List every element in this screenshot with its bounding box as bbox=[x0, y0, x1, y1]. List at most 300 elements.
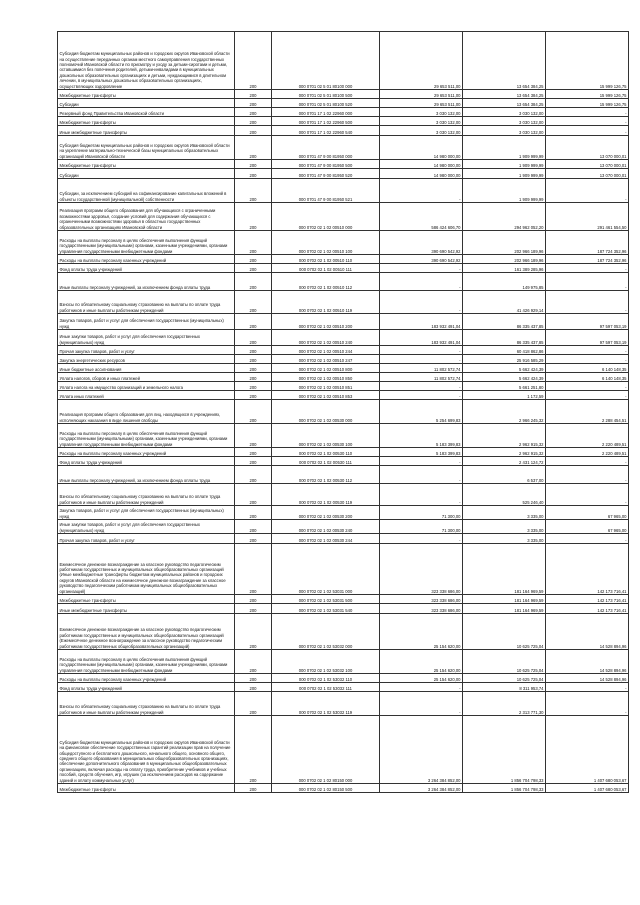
approved-amount-cell: - bbox=[380, 355, 463, 364]
budget-classification-code-cell: 000 0701 02 5 01 80100 500 bbox=[272, 90, 380, 99]
unexecuted-amount-cell: 142 173 716,41 bbox=[546, 604, 629, 614]
approved-amount-cell: - bbox=[380, 692, 463, 716]
expense-name-cell: Реализация программ общего образования для лиц, находящихся в учреждениях, исполняющих наказания в виде лишения свободы bbox=[58, 400, 235, 424]
executed-amount-cell: 86 335 437,85 bbox=[463, 314, 546, 330]
admin-code-cell: 200 bbox=[235, 604, 272, 614]
table-row bbox=[58, 291, 629, 314]
executed-amount-cell: 3 335,00 bbox=[463, 506, 546, 520]
budget-classification-code-cell: 000 0702 02 1 02 53032 111 bbox=[272, 683, 380, 692]
approved-amount-cell: 14 980 000,00 bbox=[380, 160, 463, 169]
admin-code-cell: 200 bbox=[235, 179, 272, 203]
executed-amount-cell: 6 537,00 bbox=[463, 466, 546, 484]
admin-code-cell: 200 bbox=[235, 614, 272, 650]
unexecuted-amount-cell: 6 140 148,35 bbox=[546, 364, 629, 373]
table-row bbox=[58, 484, 629, 506]
unexecuted-amount-cell: 13 070 000,01 bbox=[546, 136, 629, 160]
admin-code-cell: 200 bbox=[235, 716, 272, 784]
budget-classification-code-cell: 000 0701 47 9 00 81950 520 bbox=[272, 169, 380, 179]
admin-code-cell: 200 bbox=[235, 264, 272, 273]
table-row bbox=[58, 346, 629, 355]
expense-name-cell: Субсидии bbox=[58, 99, 235, 108]
approved-amount-cell: 25 154 620,00 bbox=[380, 650, 463, 674]
admin-code-cell: 200 bbox=[235, 231, 272, 255]
executed-amount-cell: 8 311 953,74 bbox=[463, 683, 546, 692]
budget-classification-code-cell: 000 0701 47 9 00 81950 000 bbox=[272, 136, 380, 160]
budget-classification-code-cell: 000 0702 02 1 02 53032 119 bbox=[272, 692, 380, 716]
budget-classification-code-cell: 000 0702 02 1 02 00510 244 bbox=[272, 346, 380, 355]
admin-code-cell: 200 bbox=[235, 136, 272, 160]
table-row bbox=[58, 400, 629, 424]
executed-amount-cell: 149 975,85 bbox=[463, 273, 546, 291]
expense-name-cell: Межбюджетные трансферты bbox=[58, 117, 235, 126]
approved-amount-cell: 5 183 399,83 bbox=[380, 424, 463, 448]
unexecuted-amount-cell: 142 173 716,41 bbox=[546, 544, 629, 595]
expense-name-cell: Расходы на выплаты персоналу казенных учреждений bbox=[58, 448, 235, 457]
budget-classification-code-cell: 000 0702 02 1 02 00530 111 bbox=[272, 457, 380, 466]
executed-amount-cell: 13 654 384,25 bbox=[463, 90, 546, 99]
unexecuted-amount-cell: 13 070 000,01 bbox=[546, 169, 629, 179]
executed-amount-cell: 3 335,00 bbox=[463, 520, 546, 534]
admin-code-cell: 200 bbox=[235, 520, 272, 534]
unexecuted-amount-cell: 14 528 894,96 bbox=[546, 650, 629, 674]
executed-amount-cell: 181 164 969,59 bbox=[463, 544, 546, 595]
budget-classification-code-cell: 000 0702 02 1 02 00510 110 bbox=[272, 255, 380, 264]
approved-amount-cell: 3 264 384 852,00 bbox=[380, 716, 463, 784]
expense-name-cell: Фонд оплаты труда учреждений bbox=[58, 457, 235, 466]
budget-classification-code-cell: 000 0702 02 1 02 00530 100 bbox=[272, 424, 380, 448]
unexecuted-amount-cell: - bbox=[546, 108, 629, 117]
unexecuted-amount-cell: - bbox=[546, 126, 629, 136]
expense-name-cell: Субсидия бюджетам муниципальных районов и городских округов Ивановской области на осуществление переданных органам местного самоуправления государственных полномочий Ивановской области по присмотру и уходу за детьми-сиротами и детьми, оставшимися без попечения родителей, детьми-инвалидами в муниципальных дошкольных образовательных организациях и детьми, нуждающимися в длительном лечении, в муниципальных дошкольных образовательных организациях, осуществляющих оздоровление bbox=[58, 32, 235, 90]
executed-amount-cell: 181 164 969,59 bbox=[463, 595, 546, 604]
expense-name-cell: Субсидия бюджетам муниципальных районов и городских округов Ивановской области на финансовое обеспечение государственных гарантий реализации прав на получение общедоступного и бесплатного дошкольного, начального общего, основного общего, среднего общего образования в муниципальных общеобразовательных организациях, обеспечение дополнительного образования в муниципальных общеобразовательных организациях, включая расходы на оплату труда, приобретение учебников и учебных пособий, средств обучения, игр, игрушек (за исключением расходов на содержание зданий и оплату коммунальных услуг) bbox=[58, 716, 235, 784]
table-row bbox=[58, 692, 629, 716]
table-row bbox=[58, 534, 629, 544]
approved-amount-cell: - bbox=[380, 382, 463, 391]
table-row bbox=[58, 544, 629, 595]
table-row bbox=[58, 614, 629, 650]
approved-amount-cell: - bbox=[380, 291, 463, 314]
approved-amount-cell: 390 690 542,92 bbox=[380, 231, 463, 255]
unexecuted-amount-cell: 15 999 126,75 bbox=[546, 32, 629, 90]
approved-amount-cell: 390 690 542,92 bbox=[380, 255, 463, 264]
unexecuted-amount-cell: 187 724 352,96 bbox=[546, 231, 629, 255]
unexecuted-amount-cell: - bbox=[546, 382, 629, 391]
approved-amount-cell: 183 932 491,04 bbox=[380, 314, 463, 330]
admin-code-cell: 200 bbox=[235, 544, 272, 595]
unexecuted-amount-cell: 97 597 053,19 bbox=[546, 314, 629, 330]
table-row bbox=[58, 520, 629, 534]
table-row bbox=[58, 457, 629, 466]
expense-name-cell: Расходы на выплаты персоналу в целях обеспечения выполнения функций государственными (муниципальными) органами, казенными учреждениями, органами управления государственными внебюджетными фондами bbox=[58, 231, 235, 255]
admin-code-cell: 200 bbox=[235, 346, 272, 355]
table-row bbox=[58, 506, 629, 520]
approved-amount-cell: 5 183 399,83 bbox=[380, 448, 463, 457]
executed-amount-cell: 3 030 132,00 bbox=[463, 108, 546, 117]
admin-code-cell: 200 bbox=[235, 314, 272, 330]
expense-name-cell: Иные закупки товаров, работ и услуг для обеспечения государственных (муниципальных) нужд bbox=[58, 520, 235, 534]
table-row bbox=[58, 448, 629, 457]
unexecuted-amount-cell: 15 999 126,75 bbox=[546, 99, 629, 108]
table-row bbox=[58, 683, 629, 692]
table-row bbox=[58, 255, 629, 264]
unexecuted-amount-cell: 67 965,00 bbox=[546, 520, 629, 534]
expense-name-cell: Межбюджетные трансферты bbox=[58, 160, 235, 169]
table-row bbox=[58, 203, 629, 231]
table-row bbox=[58, 330, 629, 346]
approved-amount-cell: - bbox=[380, 273, 463, 291]
approved-amount-cell: 71 300,00 bbox=[380, 506, 463, 520]
executed-amount-cell: 5 662 424,39 bbox=[463, 373, 546, 382]
table-row bbox=[58, 160, 629, 169]
admin-code-cell: 200 bbox=[235, 424, 272, 448]
budget-classification-code-cell: 000 0702 02 1 02 80150 000 bbox=[272, 716, 380, 784]
admin-code-cell: 200 bbox=[235, 108, 272, 117]
admin-code-cell: 200 bbox=[235, 391, 272, 400]
executed-amount-cell: 5 662 424,39 bbox=[463, 364, 546, 373]
table-row bbox=[58, 179, 629, 203]
executed-amount-cell: 202 966 189,96 bbox=[463, 255, 546, 264]
budget-classification-code-cell: 000 0702 02 1 02 53031 000 bbox=[272, 544, 380, 595]
unexecuted-amount-cell: 1 407 680 053,67 bbox=[546, 716, 629, 784]
unexecuted-amount-cell: - bbox=[546, 291, 629, 314]
unexecuted-amount-cell: 97 597 053,19 bbox=[546, 330, 629, 346]
budget-classification-code-cell: 000 0701 02 5 01 80100 520 bbox=[272, 99, 380, 108]
expense-name-cell: Закупка товаров, работ и услуг для обеспечения государственных (муниципальных) нужд bbox=[58, 506, 235, 520]
executed-amount-cell: 1 909 999,99 bbox=[463, 136, 546, 160]
unexecuted-amount-cell: 67 965,00 bbox=[546, 506, 629, 520]
expense-name-cell: Закупка энергетических ресурсов bbox=[58, 355, 235, 364]
budget-classification-code-cell: 000 0702 02 1 02 00530 110 bbox=[272, 448, 380, 457]
admin-code-cell: 200 bbox=[235, 126, 272, 136]
approved-amount-cell: 323 338 686,00 bbox=[380, 604, 463, 614]
approved-amount-cell: 3 030 132,00 bbox=[380, 108, 463, 117]
approved-amount-cell: 586 424 606,70 bbox=[380, 203, 463, 231]
table-row bbox=[58, 32, 629, 90]
approved-amount-cell: 3 264 384 852,00 bbox=[380, 784, 463, 793]
expense-name-cell: Иные закупки товаров, работ и услуг для обеспечения государственных (муниципальных) нужд bbox=[58, 330, 235, 346]
expense-name-cell: Субсидии bbox=[58, 169, 235, 179]
approved-amount-cell: - bbox=[380, 683, 463, 692]
admin-code-cell: 200 bbox=[235, 595, 272, 604]
unexecuted-amount-cell: 14 528 894,96 bbox=[546, 674, 629, 683]
table-row bbox=[58, 373, 629, 382]
expense-name-cell: Иные бюджетные ассигнования bbox=[58, 364, 235, 373]
admin-code-cell: 200 bbox=[235, 160, 272, 169]
executed-amount-cell: 525 246,40 bbox=[463, 484, 546, 506]
admin-code-cell: 200 bbox=[235, 373, 272, 382]
table-row bbox=[58, 382, 629, 391]
table-row bbox=[58, 674, 629, 683]
admin-code-cell: 200 bbox=[235, 203, 272, 231]
table-row bbox=[58, 126, 629, 136]
unexecuted-amount-cell: - bbox=[546, 391, 629, 400]
executed-amount-cell: 2 962 915,32 bbox=[463, 424, 546, 448]
budget-classification-code-cell: 000 0702 02 1 02 00510 240 bbox=[272, 330, 380, 346]
table-row bbox=[58, 264, 629, 273]
expense-name-cell: Субсидия бюджетам муниципальных районов и городских округов Ивановской области на укрепление материально-технической базы муниципальных образовательных организаций Ивановской области bbox=[58, 136, 235, 160]
approved-amount-cell: - bbox=[380, 457, 463, 466]
admin-code-cell: 200 bbox=[235, 692, 272, 716]
admin-code-cell: 200 bbox=[235, 99, 272, 108]
expense-name-cell: Иные выплаты персоналу учреждений, за исключением фонда оплаты труда bbox=[58, 273, 235, 291]
expense-name-cell: Расходы на выплаты персоналу в целях обеспечения выполнения функций государственными (муниципальными) органами, казенными учреждениями, органами управления государственными внебюджетными фондами bbox=[58, 650, 235, 674]
unexecuted-amount-cell: - bbox=[546, 683, 629, 692]
expense-name-cell: Взносы по обязательному социальному страхованию на выплаты по оплате труда работников и иные выплаты работникам учреждений bbox=[58, 484, 235, 506]
budget-classification-code-cell: 000 0702 02 1 02 00510 851 bbox=[272, 382, 380, 391]
executed-amount-cell: 13 654 384,25 bbox=[463, 32, 546, 90]
approved-amount-cell: 29 653 511,00 bbox=[380, 90, 463, 99]
admin-code-cell: 200 bbox=[235, 466, 272, 484]
unexecuted-amount-cell: - bbox=[546, 264, 629, 273]
executed-amount-cell: 10 625 725,04 bbox=[463, 674, 546, 683]
executed-amount-cell: 3 030 132,00 bbox=[463, 117, 546, 126]
budget-classification-code-cell: 000 0702 02 1 02 00510 112 bbox=[272, 273, 380, 291]
unexecuted-amount-cell: 1 407 680 053,67 bbox=[546, 784, 629, 793]
admin-code-cell: 200 bbox=[235, 330, 272, 346]
table-row bbox=[58, 117, 629, 126]
approved-amount-cell: 3 030 132,00 bbox=[380, 117, 463, 126]
expense-name-cell: Межбюджетные трансферты bbox=[58, 784, 235, 793]
executed-amount-cell: 3 030 132,00 bbox=[463, 126, 546, 136]
approved-amount-cell: - bbox=[380, 534, 463, 544]
approved-amount-cell: 5 254 699,83 bbox=[380, 400, 463, 424]
approved-amount-cell: 29 653 511,00 bbox=[380, 99, 463, 108]
admin-code-cell: 200 bbox=[235, 484, 272, 506]
expense-name-cell: Субсидии, за исключением субсидий на софинансирование капитальных вложений в объекты государственной (муниципальной) собственности bbox=[58, 179, 235, 203]
admin-code-cell: 200 bbox=[235, 382, 272, 391]
table-row bbox=[58, 364, 629, 373]
approved-amount-cell: 25 154 620,00 bbox=[380, 674, 463, 683]
expense-name-cell: Иные межбюджетные трансферты bbox=[58, 126, 235, 136]
executed-amount-cell: 10 625 725,04 bbox=[463, 614, 546, 650]
budget-classification-code-cell: 000 0702 02 1 02 80150 500 bbox=[272, 784, 380, 793]
executed-amount-cell: 86 335 437,85 bbox=[463, 330, 546, 346]
executed-amount-cell: 202 966 189,96 bbox=[463, 231, 546, 255]
expense-name-cell: Расходы на выплаты персоналу в целях обеспечения выполнения функций государственными (муниципальными) органами, казенными учреждениями, органами управления государственными внебюджетными фондами bbox=[58, 424, 235, 448]
budget-classification-code-cell: 000 0702 02 1 02 00510 000 bbox=[272, 203, 380, 231]
table-row bbox=[58, 716, 629, 784]
budget-classification-code-cell: 000 0702 02 1 02 53032 110 bbox=[272, 674, 380, 683]
budget-classification-code-cell: 000 0702 02 1 02 00510 119 bbox=[272, 291, 380, 314]
expense-name-cell: Уплата налогов, сборов и иных платежей bbox=[58, 373, 235, 382]
approved-amount-cell: 3 030 132,00 bbox=[380, 126, 463, 136]
unexecuted-amount-cell: - bbox=[546, 117, 629, 126]
executed-amount-cell: 25 916 585,29 bbox=[463, 355, 546, 364]
admin-code-cell: 200 bbox=[235, 364, 272, 373]
admin-code-cell: 200 bbox=[235, 400, 272, 424]
table-row bbox=[58, 784, 629, 793]
admin-code-cell: 200 bbox=[235, 457, 272, 466]
budget-classification-code-cell: 000 0702 02 1 02 00530 244 bbox=[272, 534, 380, 544]
unexecuted-amount-cell: - bbox=[546, 346, 629, 355]
executed-amount-cell: 2 431 124,72 bbox=[463, 457, 546, 466]
expense-name-cell: Расходы на выплаты персоналу казенных учреждений bbox=[58, 674, 235, 683]
expense-name-cell: Взносы по обязательному социальному страхованию на выплаты по оплате труда работников и иные выплаты работникам учреждений bbox=[58, 291, 235, 314]
expense-name-cell: Ежемесячное денежное вознаграждение за классное руководство педагогическим работникам государственных и муниципальных общеобразовательных организаций (Ежемесячное денежное вознаграждение за классное руководство педагогическим работникам государственных общеобразовательных организаций) bbox=[58, 614, 235, 650]
admin-code-cell: 200 bbox=[235, 448, 272, 457]
executed-amount-cell: 2 966 245,32 bbox=[463, 400, 546, 424]
approved-amount-cell: 323 338 686,00 bbox=[380, 544, 463, 595]
executed-amount-cell: 5 661 251,80 bbox=[463, 382, 546, 391]
table-row bbox=[58, 650, 629, 674]
expense-name-cell: Иные межбюджетные трансферты bbox=[58, 604, 235, 614]
executed-amount-cell: 294 962 052,20 bbox=[463, 203, 546, 231]
executed-amount-cell: 1 909 999,99 bbox=[463, 179, 546, 203]
expense-name-cell: Иные выплаты персоналу учреждений, за исключением фонда оплаты труда bbox=[58, 466, 235, 484]
unexecuted-amount-cell: 6 140 148,35 bbox=[546, 373, 629, 382]
budget-classification-code-cell: 000 0702 02 1 02 00510 853 bbox=[272, 391, 380, 400]
admin-code-cell: 200 bbox=[235, 255, 272, 264]
unexecuted-amount-cell: 2 288 454,51 bbox=[546, 400, 629, 424]
expense-name-cell: Резервный фонд Правительства Ивановской области bbox=[58, 108, 235, 117]
approved-amount-cell: 183 932 491,04 bbox=[380, 330, 463, 346]
approved-amount-cell: 71 300,00 bbox=[380, 520, 463, 534]
unexecuted-amount-cell: 2 220 489,51 bbox=[546, 424, 629, 448]
expense-name-cell: Межбюджетные трансферты bbox=[58, 595, 235, 604]
table-row bbox=[58, 169, 629, 179]
unexecuted-amount-cell: - bbox=[546, 273, 629, 291]
unexecuted-amount-cell: - bbox=[546, 355, 629, 364]
expense-name-cell: Фонд оплаты труда учреждений bbox=[58, 264, 235, 273]
table-row bbox=[58, 466, 629, 484]
approved-amount-cell: 14 980 000,00 bbox=[380, 169, 463, 179]
table-row bbox=[58, 99, 629, 108]
approved-amount-cell: - bbox=[380, 264, 463, 273]
budget-classification-code-cell: 000 0701 17 1 02 22960 000 bbox=[272, 108, 380, 117]
executed-amount-cell: 1 172,59 bbox=[463, 391, 546, 400]
executed-amount-cell: 1 909 999,99 bbox=[463, 160, 546, 169]
expense-name-cell: Прочая закупка товаров, работ и услуг bbox=[58, 534, 235, 544]
budget-classification-code-cell: 000 0702 02 1 02 00530 119 bbox=[272, 484, 380, 506]
unexecuted-amount-cell: - bbox=[546, 534, 629, 544]
admin-code-cell: 200 bbox=[235, 534, 272, 544]
admin-code-cell: 200 bbox=[235, 169, 272, 179]
approved-amount-cell: - bbox=[380, 391, 463, 400]
expense-name-cell: Прочая закупка товаров, работ и услуг bbox=[58, 346, 235, 355]
executed-amount-cell: 161 389 285,96 bbox=[463, 264, 546, 273]
budget-classification-code-cell: 000 0702 02 1 02 00510 800 bbox=[272, 364, 380, 373]
approved-amount-cell: 29 653 511,00 bbox=[380, 32, 463, 90]
budget-classification-code-cell: 000 0702 02 1 02 00530 240 bbox=[272, 520, 380, 534]
budget-classification-code-cell: 000 0701 02 5 01 80100 000 bbox=[272, 32, 380, 90]
unexecuted-amount-cell: - bbox=[546, 484, 629, 506]
table-row bbox=[58, 355, 629, 364]
approved-amount-cell: 11 802 572,74 bbox=[380, 364, 463, 373]
executed-amount-cell: 1 909 999,99 bbox=[463, 169, 546, 179]
table-body bbox=[58, 32, 629, 793]
table-row bbox=[58, 391, 629, 400]
executed-amount-cell: 10 625 725,04 bbox=[463, 650, 546, 674]
table-row bbox=[58, 136, 629, 160]
table-row bbox=[58, 595, 629, 604]
budget-classification-code-cell: 000 0702 02 1 02 00530 000 bbox=[272, 400, 380, 424]
executed-amount-cell: 3 335,00 bbox=[463, 534, 546, 544]
expense-name-cell: Взносы по обязательному социальному страхованию на выплаты по оплате труда работников и иные выплаты работникам учреждений bbox=[58, 692, 235, 716]
approved-amount-cell: 14 980 000,00 bbox=[380, 136, 463, 160]
admin-code-cell: 200 bbox=[235, 32, 272, 90]
table-row bbox=[58, 231, 629, 255]
expense-name-cell: Межбюджетные трансферты bbox=[58, 90, 235, 99]
approved-amount-cell: 25 154 620,00 bbox=[380, 614, 463, 650]
unexecuted-amount-cell: 14 528 894,96 bbox=[546, 614, 629, 650]
budget-classification-code-cell: 000 0702 02 1 02 00510 850 bbox=[272, 373, 380, 382]
admin-code-cell: 200 bbox=[235, 355, 272, 364]
unexecuted-amount-cell: 15 999 126,75 bbox=[546, 90, 629, 99]
approved-amount-cell: - bbox=[380, 346, 463, 355]
executed-amount-cell: 181 164 969,59 bbox=[463, 604, 546, 614]
budget-classification-code-cell: 000 0702 02 1 02 00510 100 bbox=[272, 231, 380, 255]
table-row bbox=[58, 424, 629, 448]
executed-amount-cell: 2 313 771,30 bbox=[463, 692, 546, 716]
approved-amount-cell: 323 338 686,00 bbox=[380, 595, 463, 604]
admin-code-cell: 200 bbox=[235, 273, 272, 291]
table-row bbox=[58, 604, 629, 614]
executed-amount-cell: 2 962 915,32 bbox=[463, 448, 546, 457]
executed-amount-cell: 1 856 704 798,33 bbox=[463, 784, 546, 793]
budget-classification-code-cell: 000 0702 02 1 02 53031 540 bbox=[272, 604, 380, 614]
executed-amount-cell: 1 856 704 798,33 bbox=[463, 716, 546, 784]
admin-code-cell: 200 bbox=[235, 650, 272, 674]
approved-amount-cell: - bbox=[380, 466, 463, 484]
expense-name-cell: Уплата иных платежей bbox=[58, 391, 235, 400]
table-row bbox=[58, 108, 629, 117]
budget-classification-code-cell: 000 0702 02 1 02 00530 112 bbox=[272, 466, 380, 484]
expense-name-cell: Расходы на выплаты персоналу казенных учреждений bbox=[58, 255, 235, 264]
budget-classification-code-cell: 000 0701 17 1 02 22960 500 bbox=[272, 117, 380, 126]
approved-amount-cell: - bbox=[380, 484, 463, 506]
unexecuted-amount-cell: - bbox=[546, 457, 629, 466]
budget-classification-code-cell: 000 0702 02 1 02 00510 247 bbox=[272, 355, 380, 364]
admin-code-cell: 200 bbox=[235, 506, 272, 520]
expense-name-cell: Уплата налога на имущество организаций и земельного налога bbox=[58, 382, 235, 391]
admin-code-cell: 200 bbox=[235, 291, 272, 314]
expense-name-cell: Закупка товаров, работ и услуг для обеспечения государственных (муниципальных) нужд bbox=[58, 314, 235, 330]
budget-classification-code-cell: 000 0702 02 1 02 00510 111 bbox=[272, 264, 380, 273]
budget-classification-code-cell: 000 0701 17 1 02 22960 540 bbox=[272, 126, 380, 136]
executed-amount-cell: 60 418 862,86 bbox=[463, 346, 546, 355]
unexecuted-amount-cell: 142 173 716,41 bbox=[546, 595, 629, 604]
admin-code-cell: 200 bbox=[235, 90, 272, 99]
unexecuted-amount-cell: - bbox=[546, 466, 629, 484]
budget-classification-code-cell: 000 0702 02 1 02 53032 100 bbox=[272, 650, 380, 674]
budget-classification-code-cell: 000 0701 47 9 00 81950 500 bbox=[272, 160, 380, 169]
table-row bbox=[58, 314, 629, 330]
expense-name-cell: Реализация программ общего образования для обучающихся с ограниченными возможностями здоровья, создание условий для содержания обучающихся с ограниченными возможностями здоровья в областных государственных образовательных организациях Ивановской области bbox=[58, 203, 235, 231]
unexecuted-amount-cell: 13 070 000,01 bbox=[546, 160, 629, 169]
expense-name-cell: Фонд оплаты труда учреждений bbox=[58, 683, 235, 692]
expense-name-cell: Ежемесячное денежное вознаграждение за классное руководство педагогическим работникам государственных и муниципальных общеобразовательных организаций (Иные межбюджетные трансферты бюджетам муниципальных районов и городских округов Ивановской области на ежемесячное денежное вознаграждение за классное руководство педагогическим работникам муниципальных общеобразовательных организаций) bbox=[58, 544, 235, 595]
unexecuted-amount-cell: 2 220 489,51 bbox=[546, 448, 629, 457]
budget-classification-code-cell: 000 0702 02 1 02 53032 000 bbox=[272, 614, 380, 650]
budget-classification-code-cell: 000 0702 02 1 02 53031 500 bbox=[272, 595, 380, 604]
budget-classification-code-cell: 000 0702 02 1 02 00530 200 bbox=[272, 506, 380, 520]
unexecuted-amount-cell: - bbox=[546, 692, 629, 716]
approved-amount-cell: 11 802 572,74 bbox=[380, 373, 463, 382]
admin-code-cell: 200 bbox=[235, 784, 272, 793]
executed-amount-cell: 13 654 384,25 bbox=[463, 99, 546, 108]
budget-classification-code-cell: 000 0702 02 1 02 00510 200 bbox=[272, 314, 380, 330]
executed-amount-cell: 41 426 929,14 bbox=[463, 291, 546, 314]
budget-classification-code-cell: 000 0701 47 9 00 81950 521 bbox=[272, 179, 380, 203]
unexecuted-amount-cell: - bbox=[546, 179, 629, 203]
admin-code-cell: 200 bbox=[235, 117, 272, 126]
approved-amount-cell: - bbox=[380, 179, 463, 203]
unexecuted-amount-cell: 291 461 554,50 bbox=[546, 203, 629, 231]
budget-execution-table bbox=[57, 31, 629, 793]
table-row bbox=[58, 273, 629, 291]
table-row bbox=[58, 90, 629, 99]
